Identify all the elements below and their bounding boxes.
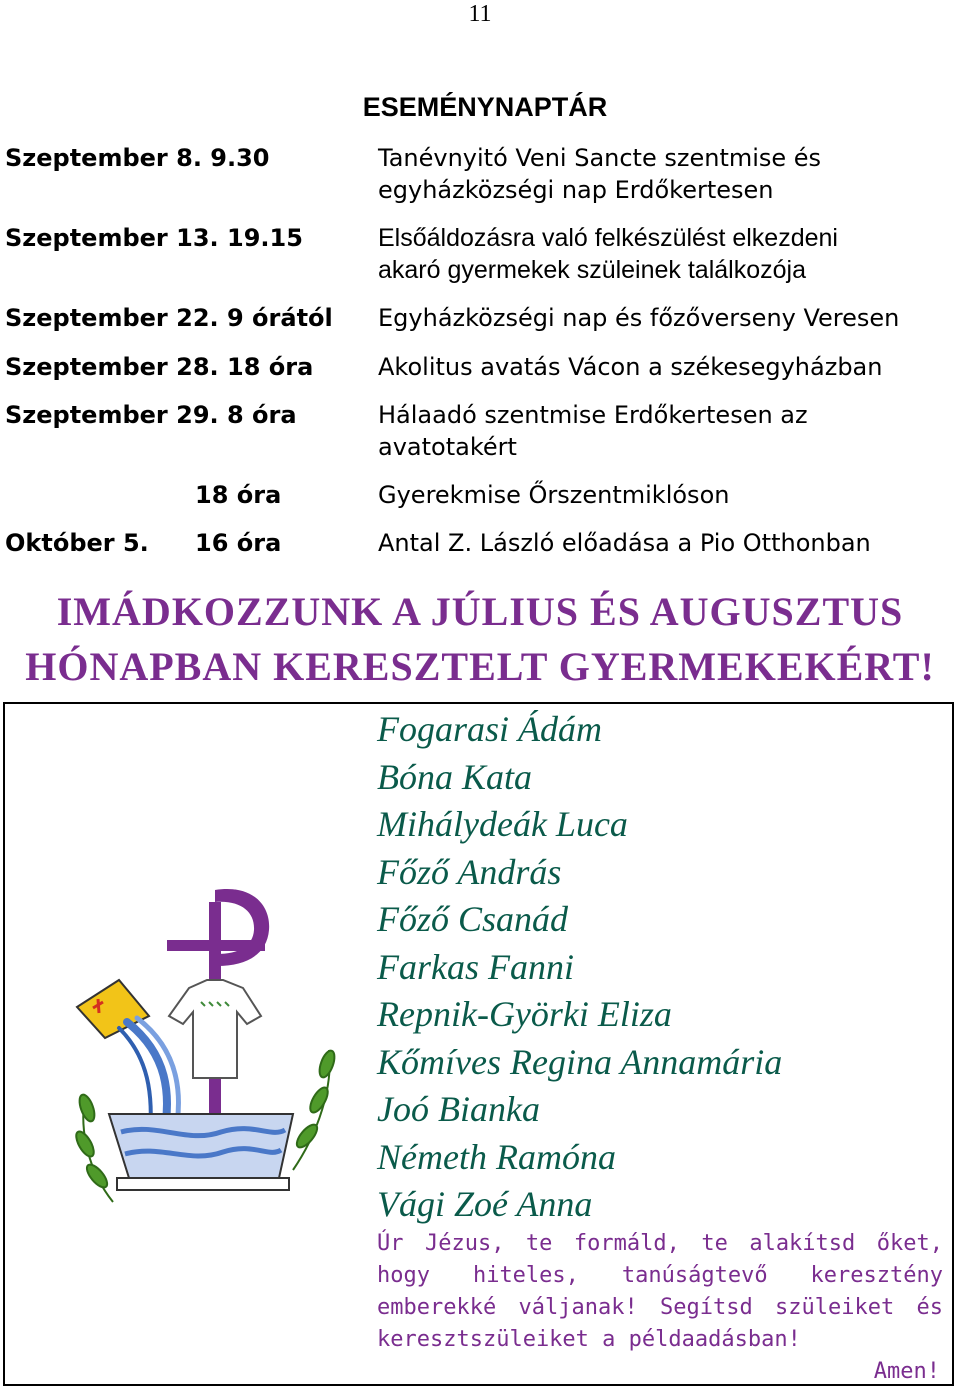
list-item: Kőmíves Regina Annamária [377, 1041, 783, 1082]
prayer-heading-line: IMÁDKOZZUNK A JÚLIUS ÉS AUGUSZTUS [56, 589, 904, 634]
list-item: Főző András [377, 851, 562, 892]
event-description: Tanévnyitó Veni Sancte szentmise és egyházközségi nap Erdőkertesen [378, 144, 822, 204]
event-description: Elsőáldozásra való felkészülést elkezdeni akaró gyermekek szüleinek találkozója [378, 224, 838, 284]
event-description: Antal Z. László előadása a Pio Otthonban [378, 529, 871, 557]
event-description: Akolitus avatás Vácon a székesegyházban [378, 353, 883, 381]
prayer-heading [0, 584, 960, 694]
page-title: ESEMÉNYNAPTÁR [362, 92, 608, 122]
list-item: Vági Zoé Anna [377, 1184, 593, 1224]
amen-text: Amen! [873, 1359, 940, 1384]
list-item: Főző Csanád [377, 899, 569, 939]
prayer-text: Úr Jézus, te formáld, te alakítsd őket, hogy hiteles, tanúságtevő keresztény emberekké váljanak! Segítsd szüleiket és keresztszüleiket a példaadásban! [377, 1231, 943, 1352]
event-date: Október 5. [5, 529, 149, 557]
event-time: 18 óra [195, 481, 282, 509]
baptized-names-list [377, 706, 782, 1229]
event-date: Szeptember 28. 18 óra [5, 353, 314, 381]
event-description: Egyházközségi nap és főzőverseny Veresen [378, 304, 900, 332]
list-item: Farkas Fanni [377, 946, 574, 987]
list-item: Joó Bianka [377, 1089, 540, 1129]
baptism-illustration [57, 882, 357, 1232]
list-item: Fogarasi Ádám [377, 709, 602, 749]
event-description: Hálaadó szentmise Erdőkertesen az avatotakért [378, 401, 808, 461]
event-time: 16 óra [195, 529, 282, 557]
prayer-heading-line: HÓNAPBAN KERESZTELT GYERMEKEKÉRT! [25, 644, 935, 689]
list-item: Repnik-Györki Eliza [377, 994, 672, 1034]
event-date: Szeptember 29. 8 óra [5, 401, 297, 429]
list-item: Németh Ramóna [377, 1136, 616, 1177]
page-number: 11 [468, 1, 492, 27]
baptismal-font-icon [109, 1114, 293, 1190]
list-item: Bóna Kata [377, 756, 533, 797]
event-date: Szeptember 13. 19.15 [5, 224, 303, 252]
list-item: Mihálydeák Luca [377, 804, 628, 844]
baptismal-robe-icon [169, 980, 261, 1078]
event-description: Gyerekmise Őrszentmiklóson [378, 481, 730, 509]
event-date: Szeptember 8. 9.30 [5, 144, 270, 172]
event-date: Szeptember 22. 9 órától [5, 304, 333, 332]
baptism-box [3, 702, 954, 1386]
